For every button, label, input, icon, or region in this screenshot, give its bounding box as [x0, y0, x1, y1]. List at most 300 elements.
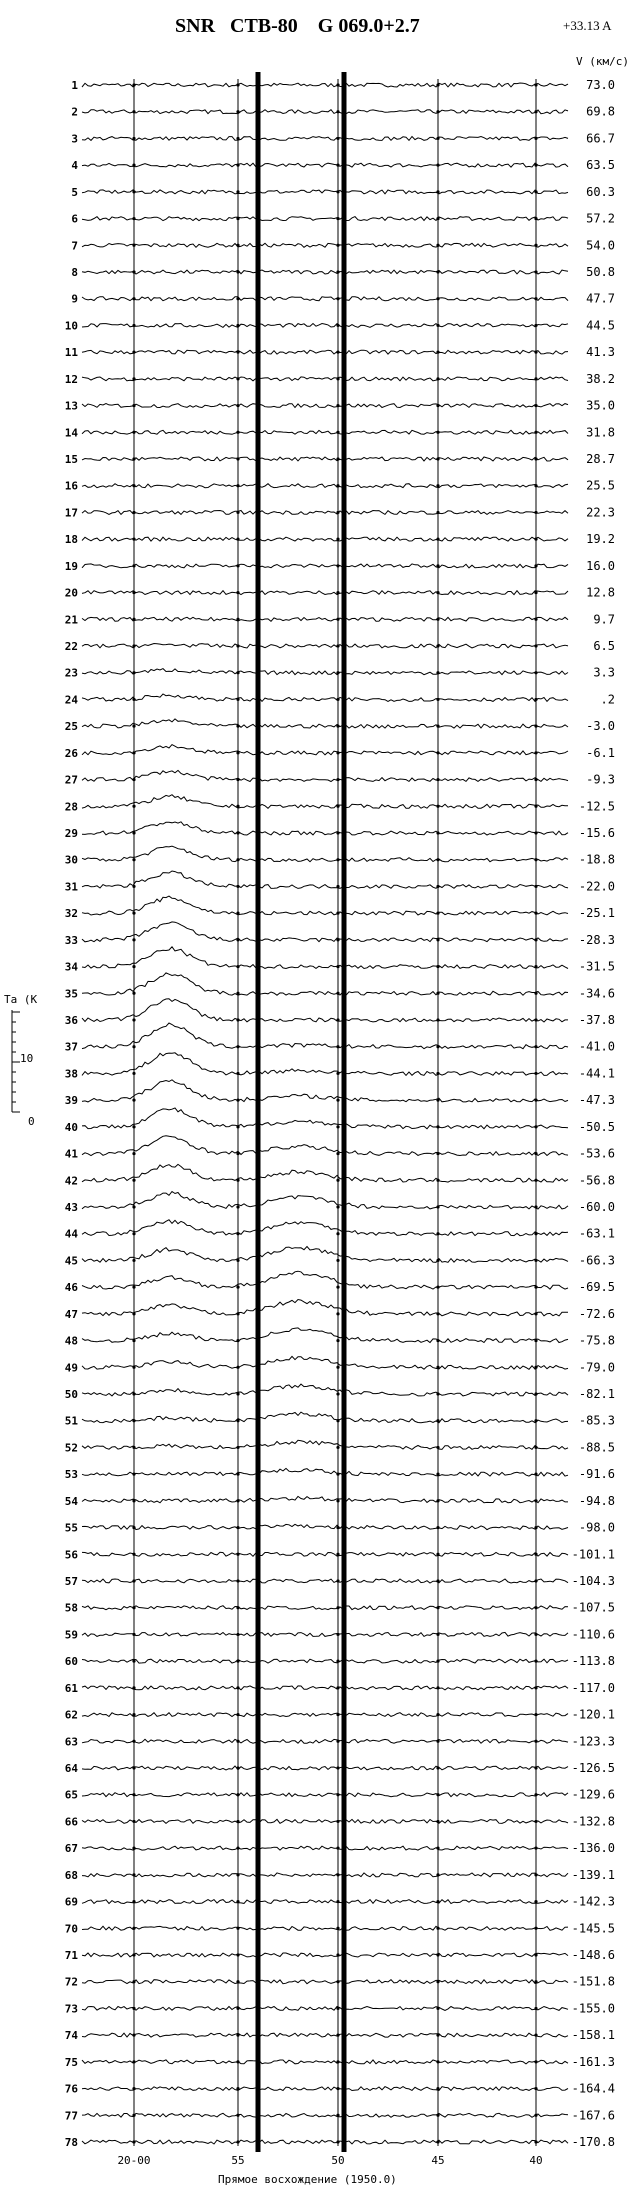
- velocity-labels: [572, 78, 615, 2149]
- tick-dot: [336, 164, 339, 167]
- velocity-label: 73.0: [586, 78, 615, 92]
- velocity-label: -50.5: [578, 1119, 615, 1134]
- row-number: 34: [64, 960, 78, 974]
- tick-dot: [436, 1499, 439, 1502]
- row-number: 19: [64, 559, 78, 573]
- velocity-label: -98.0: [578, 1520, 615, 1535]
- tick-dot: [436, 938, 439, 941]
- spectrum-trace: [82, 1412, 568, 1423]
- tick-dot: [336, 1392, 339, 1395]
- tick-dot: [534, 244, 537, 247]
- tick-dot: [436, 1179, 439, 1182]
- tick-dot: [132, 1339, 135, 1342]
- row-number: 13: [64, 399, 78, 413]
- tick-dot: [132, 2060, 135, 2063]
- tick-dot: [236, 751, 239, 754]
- tick-dot: [436, 1793, 439, 1796]
- tick-dot: [236, 644, 239, 647]
- row-number: 20: [64, 586, 78, 600]
- spectrum-trace: [82, 297, 568, 301]
- row-number: 62: [64, 1708, 78, 1722]
- tick-dot: [236, 885, 239, 888]
- spectrum-trace: [82, 719, 568, 728]
- row-number: 50: [64, 1388, 78, 1401]
- velocity-header: V (км/с): [576, 55, 629, 68]
- velocity-label: -126.5: [571, 1761, 615, 1775]
- spectrum-trace: [82, 2087, 568, 2091]
- tick-dot: [336, 1633, 339, 1636]
- row-number: 43: [64, 1201, 78, 1214]
- x-tick-label: 20-00: [117, 2154, 151, 2167]
- tick-dot: [534, 1152, 537, 1155]
- tick-dot: [534, 1766, 537, 1769]
- row-number: 3: [71, 132, 78, 146]
- tick-dot: [236, 484, 239, 487]
- tick-dot: [436, 751, 439, 754]
- tick-dot: [236, 938, 239, 941]
- velocity-label: 60.3: [586, 184, 615, 199]
- row-number: 21: [64, 613, 78, 627]
- tick-dot: [534, 698, 537, 701]
- tick-dot: [336, 1179, 339, 1182]
- velocity-label: -44.1: [578, 1066, 615, 1081]
- tick-dot: [436, 511, 439, 514]
- spectrum-trace: [82, 644, 568, 649]
- tick-dot: [436, 1446, 439, 1449]
- tick-dot: [436, 1339, 439, 1342]
- row-number: 75: [64, 2055, 78, 2069]
- tick-dot: [534, 1553, 537, 1556]
- tick-dot: [132, 1847, 135, 1850]
- tick-dot: [534, 190, 537, 193]
- tick-dot: [132, 2114, 135, 2117]
- tick-dot: [436, 137, 439, 140]
- tick-dot: [236, 725, 239, 728]
- tick-dot: [336, 1553, 339, 1556]
- tick-dot: [534, 1232, 537, 1235]
- tick-dot: [336, 725, 339, 728]
- spectrum-trace: [82, 1953, 568, 1957]
- row-number: 66: [64, 1815, 78, 1829]
- tick-dot: [132, 1686, 135, 1689]
- tick-dot: [236, 457, 239, 460]
- tick-dot: [236, 164, 239, 167]
- tick-dot: [236, 377, 239, 380]
- tick-dot: [236, 1927, 239, 1930]
- row-number: 36: [64, 1014, 78, 1027]
- tick-dot: [534, 1740, 537, 1743]
- velocity-label: -120.1: [571, 1707, 615, 1722]
- tick-dot: [534, 137, 537, 140]
- tick-dot: [132, 1259, 135, 1262]
- tick-dot: [534, 1018, 537, 1021]
- tick-dot: [132, 1499, 135, 1502]
- tick-dot: [132, 1980, 135, 1983]
- tick-dot: [534, 431, 537, 434]
- spectrum-trace: [82, 1080, 568, 1102]
- velocity-label: -85.3: [578, 1413, 615, 1428]
- tick-dot: [436, 1205, 439, 1208]
- tick-dot: [436, 885, 439, 888]
- tick-dot: [436, 1953, 439, 1956]
- tick-dot: [132, 1473, 135, 1476]
- velocity-label: -72.6: [578, 1306, 615, 1321]
- row-number: 6: [71, 212, 78, 226]
- spectrum-trace: [82, 745, 568, 755]
- tick-dot: [534, 2060, 537, 2063]
- tick-dot: [336, 1259, 339, 1262]
- tick-dot: [436, 1980, 439, 1983]
- tick-dot: [534, 2034, 537, 2037]
- tick-dot: [436, 1312, 439, 1315]
- velocity-label: -170.8: [571, 2135, 615, 2149]
- tick-dot: [236, 1873, 239, 1876]
- velocity-label: -117.0: [571, 1680, 615, 1695]
- x-tick-labels: [117, 2154, 542, 2167]
- velocity-label: -139.1: [571, 1867, 615, 1882]
- spectrum-trace: [82, 1440, 568, 1449]
- tick-dot: [534, 1045, 537, 1048]
- row-number: 24: [64, 693, 78, 707]
- row-number: 64: [64, 1762, 78, 1775]
- spectrum-trace: [82, 1468, 568, 1476]
- velocity-label: 31.8: [586, 425, 615, 440]
- tick-dot: [534, 1312, 537, 1315]
- tick-dot: [132, 2007, 135, 2010]
- tick-dot: [236, 1766, 239, 1769]
- tick-dot: [336, 1579, 339, 1582]
- tick-dot: [132, 297, 135, 300]
- tick-dot: [236, 618, 239, 621]
- spectrum-trace: [82, 1300, 568, 1316]
- spectrum-trace: [82, 1606, 568, 1610]
- velocity-label: -136.0: [571, 1841, 615, 1856]
- tick-dot: [236, 83, 239, 86]
- tick-dot: [132, 164, 135, 167]
- velocity-label: -9.3: [586, 772, 615, 787]
- spectrum-trace: [82, 1686, 568, 1690]
- tick-dot: [436, 217, 439, 220]
- velocity-label: 35.0: [586, 398, 615, 413]
- spectrum-trace: [82, 537, 568, 541]
- tick-dot: [132, 671, 135, 674]
- tick-dot: [236, 671, 239, 674]
- tick-dot: [132, 751, 135, 754]
- row-number: 9: [71, 292, 78, 306]
- spectrum-trace: [82, 1926, 568, 1930]
- row-number: 33: [64, 933, 78, 947]
- row-number: 70: [64, 1922, 78, 1936]
- tick-dot: [336, 1205, 339, 1208]
- tick-dot: [336, 618, 339, 621]
- tick-dot: [236, 1125, 239, 1128]
- tick-dot: [436, 1606, 439, 1609]
- spectrum-trace: [82, 350, 568, 354]
- row-number: 77: [64, 2109, 78, 2123]
- tick-dot: [436, 1099, 439, 1102]
- spectrum-trace: [82, 377, 568, 381]
- tick-dot: [236, 244, 239, 247]
- tick-dot: [236, 297, 239, 300]
- spectrum-trace: [82, 1659, 568, 1663]
- row-number: 47: [64, 1307, 78, 1321]
- scale-label: Ta (K: [4, 993, 38, 1006]
- spectrum-trace: [82, 1496, 568, 1502]
- tick-dot: [132, 912, 135, 915]
- tick-dot: [132, 1419, 135, 1422]
- velocity-label: -6.1: [586, 745, 615, 760]
- tick-dot: [236, 912, 239, 915]
- tick-dot: [336, 190, 339, 193]
- spectrum-trace: [82, 922, 568, 942]
- spectrum-trace: [82, 617, 568, 621]
- spectrum-trace: [82, 1552, 568, 1556]
- velocity-label: 69.8: [586, 104, 615, 119]
- tick-dot: [132, 457, 135, 460]
- tick-dot: [436, 1125, 439, 1128]
- row-number: 1: [71, 79, 78, 92]
- tick-dot: [132, 1660, 135, 1663]
- tick-dot: [236, 805, 239, 808]
- tick-dot: [534, 1686, 537, 1689]
- tick-dot: [132, 831, 135, 834]
- tick-dot: [534, 1179, 537, 1182]
- tick-dot: [436, 377, 439, 380]
- tick-dot: [336, 858, 339, 861]
- tick-dot: [132, 1125, 135, 1128]
- spectrum-trace: [82, 1247, 568, 1263]
- tick-dot: [132, 1553, 135, 1556]
- tick-dot: [436, 351, 439, 354]
- spectrum-trace: [82, 1136, 568, 1156]
- row-number: 73: [64, 2002, 78, 2016]
- tick-dot: [132, 1286, 135, 1289]
- tick-dot: [534, 778, 537, 781]
- tick-dot: [436, 1152, 439, 1155]
- tick-dot: [534, 164, 537, 167]
- tick-dot: [436, 591, 439, 594]
- velocity-label: -22.0: [578, 879, 615, 894]
- velocity-label: -82.1: [578, 1387, 615, 1401]
- tick-dot: [132, 431, 135, 434]
- tick-dot: [534, 1473, 537, 1476]
- tick-dot: [336, 217, 339, 220]
- tick-dot: [336, 805, 339, 808]
- row-number: 46: [64, 1281, 78, 1295]
- tick-dot: [534, 1980, 537, 1983]
- tick-dot: [336, 778, 339, 781]
- tick-dot: [534, 2140, 537, 2143]
- spectrum-trace: [82, 1632, 568, 1636]
- tick-dot: [132, 591, 135, 594]
- row-number: 11: [64, 346, 78, 360]
- tick-dot: [132, 618, 135, 621]
- tick-dot: [132, 725, 135, 728]
- row-number: 63: [64, 1735, 78, 1749]
- tick-dot: [236, 1205, 239, 1208]
- tick-dot: [236, 2007, 239, 2010]
- tick-dot: [236, 1312, 239, 1315]
- velocity-label: -60.0: [578, 1200, 615, 1214]
- tick-dot: [436, 2087, 439, 2090]
- tick-dot: [132, 1900, 135, 1903]
- tick-dot: [436, 671, 439, 674]
- tick-dot: [132, 351, 135, 354]
- spectrum-trace: [82, 1873, 568, 1877]
- tick-dot: [336, 1473, 339, 1476]
- tick-dot: [236, 1339, 239, 1342]
- tick-dot: [336, 351, 339, 354]
- tick-dot: [534, 1927, 537, 1930]
- row-number: 53: [64, 1468, 78, 1482]
- tick-dot: [534, 1446, 537, 1449]
- tick-dot: [534, 591, 537, 594]
- row-number: 69: [64, 1895, 78, 1909]
- tick-dot: [236, 591, 239, 594]
- tick-dot: [336, 1312, 339, 1315]
- tick-dot: [132, 1953, 135, 1956]
- row-number: 44: [64, 1227, 78, 1241]
- velocity-label: -151.8: [571, 1974, 615, 1989]
- tick-dot: [132, 938, 135, 941]
- tick-dot: [534, 671, 537, 674]
- tick-dot: [534, 511, 537, 514]
- tick-dot: [534, 805, 537, 808]
- tick-dot: [534, 377, 537, 380]
- tick-dot: [336, 324, 339, 327]
- tick-dot: [436, 1473, 439, 1476]
- tick-dot: [132, 1633, 135, 1636]
- velocity-label: -158.1: [571, 2028, 615, 2043]
- tick-dot: [132, 885, 135, 888]
- row-numbers: [65, 79, 79, 2149]
- tick-dot: [336, 377, 339, 380]
- tick-dot: [534, 1419, 537, 1422]
- velocity-label: -164.4: [571, 2081, 615, 2096]
- tick-dot: [336, 297, 339, 300]
- spectrum-trace: [82, 846, 568, 862]
- row-number: 32: [64, 907, 78, 921]
- row-number: 55: [64, 1521, 78, 1535]
- spectrum-trace: [82, 1524, 568, 1529]
- tick-dot: [132, 1579, 135, 1582]
- tick-dot: [534, 564, 537, 567]
- velocity-label: 9.7: [593, 612, 615, 627]
- chart-title: SNR CTB-80 G 069.0+2.7: [175, 15, 420, 37]
- row-number: 29: [64, 827, 78, 840]
- row-number: 60: [64, 1655, 78, 1669]
- tick-dot: [336, 457, 339, 460]
- tick-dot: [236, 1633, 239, 1636]
- tick-dot: [436, 1018, 439, 1021]
- tick-dot: [336, 137, 339, 140]
- tick-dot: [132, 698, 135, 701]
- scale-tick-10: 10: [20, 1052, 34, 1065]
- tick-dot: [132, 1446, 135, 1449]
- tick-dot: [236, 1286, 239, 1289]
- temperature-scale-bar: [4, 993, 37, 1128]
- tick-dot: [436, 484, 439, 487]
- tick-dot: [132, 270, 135, 273]
- row-number: 42: [64, 1174, 78, 1188]
- tick-dot: [132, 1713, 135, 1716]
- tick-dot: [534, 965, 537, 968]
- tick-dot: [436, 1579, 439, 1582]
- tick-dot: [436, 1526, 439, 1529]
- spectrum-trace: [82, 1053, 568, 1076]
- tick-dot: [336, 431, 339, 434]
- tick-dot: [436, 2007, 439, 2010]
- velocity-label: -79.0: [578, 1360, 615, 1375]
- tick-dot: [236, 1099, 239, 1102]
- tick-dot: [336, 1446, 339, 1449]
- tick-dot: [336, 1766, 339, 1769]
- row-number: 76: [64, 2082, 78, 2096]
- row-number: 14: [64, 426, 78, 440]
- tick-dot: [436, 1419, 439, 1422]
- tick-dot: [534, 2114, 537, 2117]
- tick-dot: [436, 244, 439, 247]
- tick-dot: [534, 404, 537, 407]
- tick-dot: [534, 217, 537, 220]
- tick-dot: [132, 778, 135, 781]
- tick-dot: [534, 2007, 537, 2010]
- velocity-label: -37.8: [578, 1013, 615, 1027]
- tick-dot: [436, 2060, 439, 2063]
- tick-dot: [534, 912, 537, 915]
- tick-dot: [534, 538, 537, 541]
- tick-dot: [534, 1633, 537, 1636]
- spectrum-trace: [82, 430, 568, 434]
- tick-dot: [436, 1820, 439, 1823]
- tick-dot: [132, 2087, 135, 2090]
- tick-dot: [236, 2140, 239, 2143]
- row-number: 49: [64, 1361, 78, 1375]
- tick-dot: [534, 270, 537, 273]
- tick-dot: [236, 1473, 239, 1476]
- tick-dot: [436, 1686, 439, 1689]
- tick-dot: [336, 1953, 339, 1956]
- tick-dot: [436, 2140, 439, 2143]
- spectrum-trace: [82, 110, 568, 114]
- tick-dot: [132, 1793, 135, 1796]
- tick-dot: [236, 1392, 239, 1395]
- tick-dot: [436, 965, 439, 968]
- velocity-label: -69.5: [578, 1280, 615, 1295]
- tick-dot: [436, 644, 439, 647]
- spectrum-trace: [82, 1739, 568, 1743]
- tick-dot: [336, 698, 339, 701]
- tick-dot: [436, 457, 439, 460]
- tick-dot: [132, 110, 135, 113]
- tick-dot: [534, 831, 537, 834]
- tick-dot: [436, 1766, 439, 1769]
- tick-dot: [236, 431, 239, 434]
- tick-dot: [336, 885, 339, 888]
- tick-dot: [132, 404, 135, 407]
- x-tick-label: 45: [431, 2154, 445, 2167]
- velocity-label: -3.0: [586, 719, 615, 734]
- tick-dot: [534, 725, 537, 728]
- tick-dot: [534, 2087, 537, 2090]
- tick-dot: [236, 1713, 239, 1716]
- tick-dot: [336, 110, 339, 113]
- row-number: 7: [71, 239, 78, 253]
- tick-dot: [236, 1793, 239, 1796]
- tick-dot: [336, 1072, 339, 1075]
- tick-dot: [236, 831, 239, 834]
- velocity-label: -148.6: [571, 1948, 615, 1962]
